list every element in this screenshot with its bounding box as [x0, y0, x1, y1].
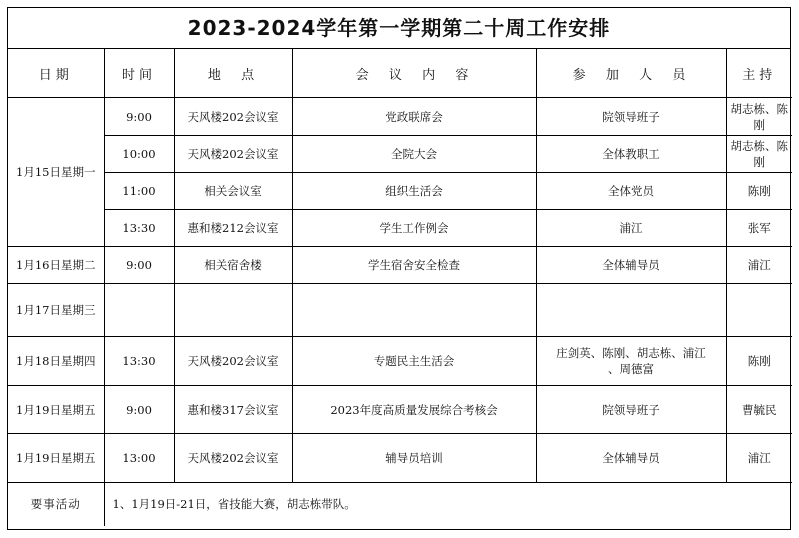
- time-cell: 10:00: [104, 136, 174, 173]
- place-cell: 天风楼202会议室: [174, 337, 292, 386]
- time-cell: 9:00: [104, 98, 174, 136]
- table-row: [8, 98, 792, 136]
- attendees-cell: 院领导班子: [536, 386, 726, 434]
- content-cell: 党政联席会: [292, 98, 536, 136]
- attendees-cell: 浦江: [536, 210, 726, 247]
- date-cell: 1月15日星期一: [8, 98, 104, 247]
- time-cell: 11:00: [104, 173, 174, 210]
- attendees-cell: 全体辅导员: [536, 247, 726, 284]
- time-cell: 13:30: [104, 337, 174, 386]
- header-date: 日期: [8, 49, 104, 98]
- header-attendees: 参 加 人 员: [536, 49, 726, 98]
- header-row: [8, 49, 792, 98]
- table-row: [8, 136, 792, 173]
- header-time: 时间: [104, 49, 174, 98]
- host-cell: 浦江: [726, 434, 792, 483]
- host-cell: 陈刚: [726, 173, 792, 210]
- place-cell: [174, 284, 292, 337]
- time-cell: 9:00: [104, 247, 174, 284]
- attendees-line: 庄剑英、陈刚、胡志栋、浦江: [556, 346, 706, 360]
- place-cell: 惠和楼317会议室: [174, 386, 292, 434]
- place-cell: 相关会议室: [174, 173, 292, 210]
- schedule-table: [8, 49, 792, 526]
- place-cell: 天风楼202会议室: [174, 434, 292, 483]
- attendees-line: 、周德富: [608, 362, 654, 376]
- host-cell: 张军: [726, 210, 792, 247]
- table-row: [8, 386, 792, 434]
- table-row: [8, 210, 792, 247]
- host-cell: [726, 284, 792, 337]
- host-cell: 曹毓民: [726, 386, 792, 434]
- table-row: [8, 173, 792, 210]
- host-cell: 浦江: [726, 247, 792, 284]
- date-cell: 1月16日星期二: [8, 247, 104, 284]
- content-cell: 2023年度高质量发展综合考核会: [292, 386, 536, 434]
- content-cell: 学生工作例会: [292, 210, 536, 247]
- attendees-cell: [536, 337, 726, 386]
- host-cell: 胡志栋、陈刚: [726, 98, 792, 136]
- date-cell: 1月19日星期五: [8, 434, 104, 483]
- place-cell: 相关宿舍楼: [174, 247, 292, 284]
- attendees-cell: 院领导班子: [536, 98, 726, 136]
- place-cell: 惠和楼212会议室: [174, 210, 292, 247]
- content-cell: [292, 284, 536, 337]
- attendees-cell: 全体教职工: [536, 136, 726, 173]
- content-cell: 辅导员培训: [292, 434, 536, 483]
- attendees-cell: 全体辅导员: [536, 434, 726, 483]
- header-content: 会 议 内 容: [292, 49, 536, 98]
- page-title: 2023-2024学年第一学期第二十周工作安排: [8, 8, 790, 49]
- date-cell: 1月19日星期五: [8, 386, 104, 434]
- time-cell: 9:00: [104, 386, 174, 434]
- time-cell: 13:30: [104, 210, 174, 247]
- table-row: [8, 247, 792, 284]
- place-cell: 天风楼202会议室: [174, 136, 292, 173]
- content-cell: 全院大会: [292, 136, 536, 173]
- time-cell: [104, 284, 174, 337]
- header-place: 地 点: [174, 49, 292, 98]
- time-cell: 13:00: [104, 434, 174, 483]
- host-cell: 陈刚: [726, 337, 792, 386]
- place-cell: 天风楼202会议室: [174, 98, 292, 136]
- content-cell: 学生宿舍安全检查: [292, 247, 536, 284]
- notes-row: [8, 483, 792, 526]
- content-cell: 组织生活会: [292, 173, 536, 210]
- content-cell: 专题民主生活会: [292, 337, 536, 386]
- attendees-cell: 全体党员: [536, 173, 726, 210]
- date-cell: 1月17日星期三: [8, 284, 104, 337]
- attendees-cell: [536, 284, 726, 337]
- header-host: 主持: [726, 49, 792, 98]
- table-row: [8, 434, 792, 483]
- schedule-sheet: [7, 7, 791, 530]
- table-row: [8, 337, 792, 386]
- notes-text: 1、1月19日-21日，省技能大赛，胡志栋带队。: [104, 483, 792, 526]
- notes-label: 要事活动: [8, 483, 104, 526]
- table-row: [8, 284, 792, 337]
- date-cell: 1月18日星期四: [8, 337, 104, 386]
- host-cell: 胡志栋、陈刚: [726, 136, 792, 173]
